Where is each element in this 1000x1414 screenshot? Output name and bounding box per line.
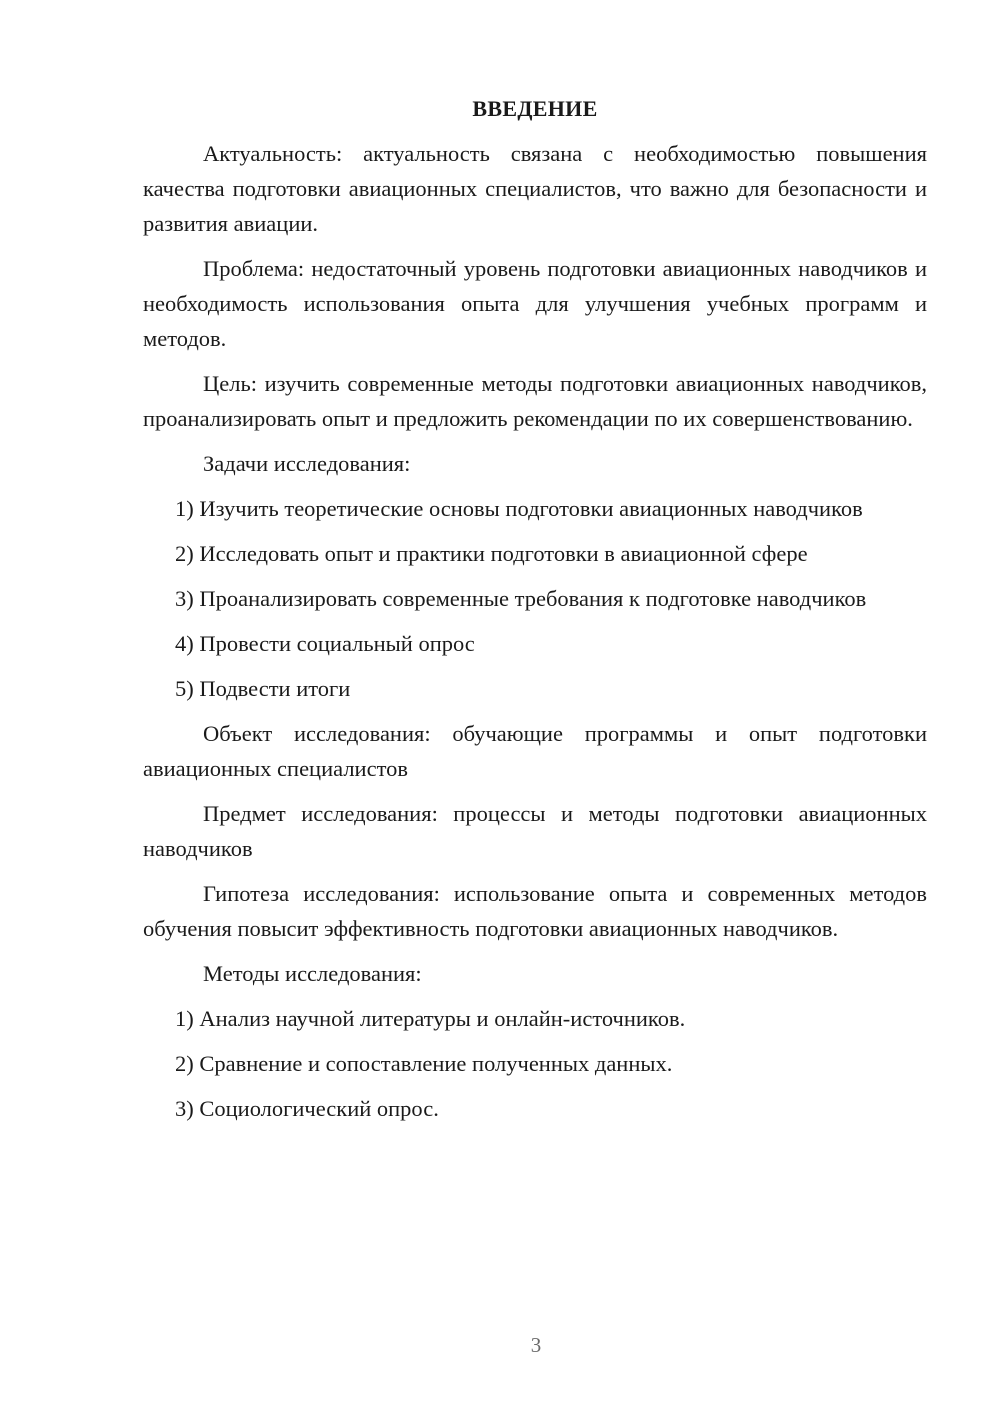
task-item-3: 3) Проанализировать современные требования к подготовке наводчиков — [175, 586, 867, 611]
hypothesis-paragraph: Гипотеза исследования: использование опыта и современных методов обучения повысит эффективность подготовки авиационных наводчиков. — [143, 881, 927, 941]
methods-heading: Методы исследования: — [203, 961, 422, 986]
task-item-2: 2) Исследовать опыт и практики подготовки в авиационной сфере — [175, 541, 808, 566]
relevance-paragraph: Актуальность: актуальность связана с необходимостью повышения качества подготовки авиационных специалистов, что важно для безопасности и развития авиации. — [143, 141, 927, 236]
task-item-1: 1) Изучить теоретические основы подготовки авиационных наводчиков — [175, 496, 863, 521]
subject-paragraph: Предмет исследования: процессы и методы подготовки авиационных наводчиков — [143, 801, 927, 861]
section-title: ВВЕДЕНИЕ — [472, 96, 598, 121]
task-item-4: 4) Провести социальный опрос — [175, 631, 475, 656]
method-item-1: 1) Анализ научной литературы и онлайн-источников. — [175, 1006, 686, 1031]
object-paragraph: Объект исследования: обучающие программы и опыт подготовки авиационных специалистов — [143, 721, 927, 781]
goal-paragraph: Цель: изучить современные методы подготовки авиационных наводчиков, проанализировать опыт и предложить рекомендации по их совершенствованию. — [143, 371, 927, 431]
page-number: 3 — [530, 1333, 542, 1357]
task-item-5: 5) Подвести итоги — [175, 676, 351, 701]
problem-paragraph: Проблема: недостаточный уровень подготовки авиационных наводчиков и необходимость использования опыта для улучшения учебных программ и методов. — [143, 256, 927, 351]
method-item-3: 3) Социологический опрос. — [175, 1096, 439, 1121]
page-content — [143, 94, 927, 1136]
tasks-heading: Задачи исследования: — [203, 451, 411, 476]
method-item-2: 2) Сравнение и сопоставление полученных данных. — [175, 1051, 673, 1076]
